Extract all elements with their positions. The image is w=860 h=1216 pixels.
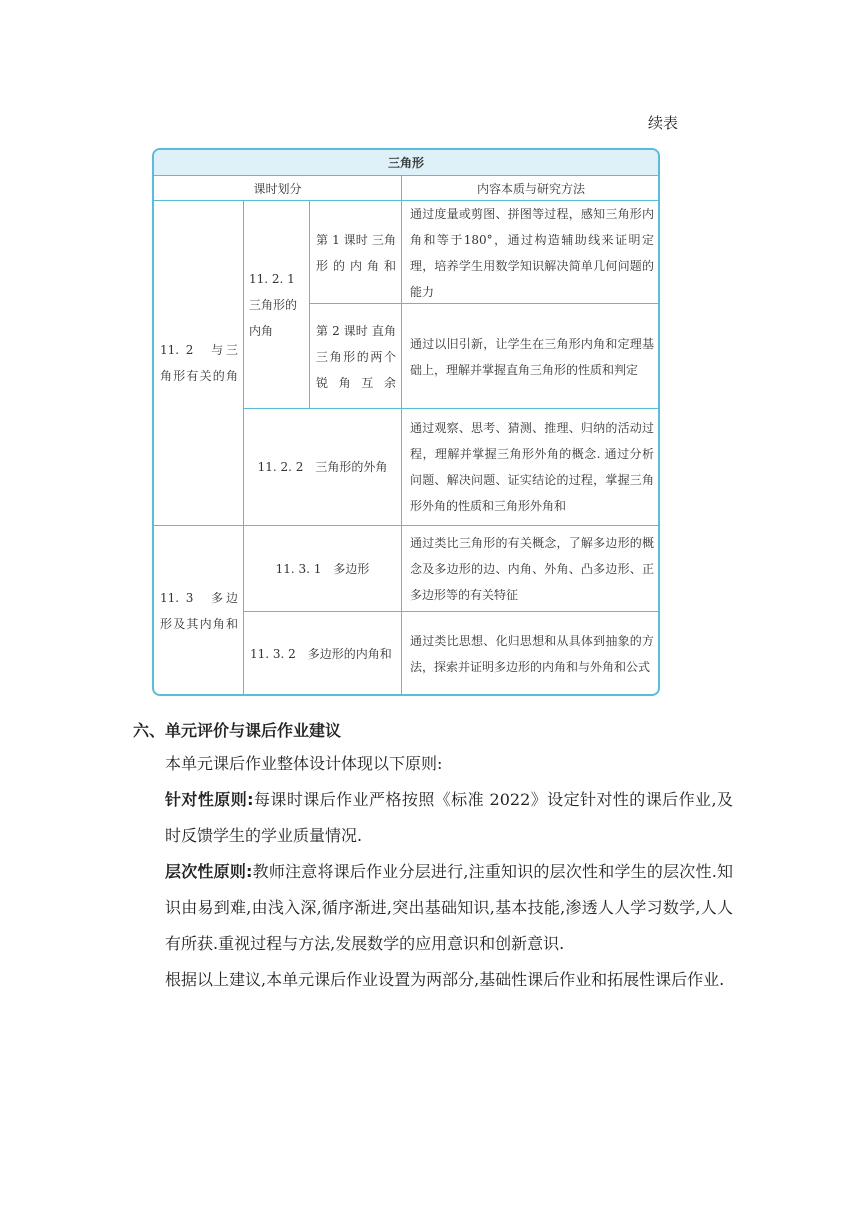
continued-label: 续表 — [648, 114, 679, 132]
section-heading: 六、单元评价与课后作业建议 — [133, 721, 342, 740]
lesson-1-name: 第 1 课时 三角形的内角和 — [316, 232, 396, 273]
lesson-2-content: 通过以旧引新，让学生在三角形内角和定理基础上，理解并掌握直角三角形的性质和判定 — [410, 336, 654, 377]
subsection-11-2-2-name: 11. 2. 2 三角形的外角 — [257, 460, 388, 474]
header-content-method: 内容本质与研究方法 — [476, 181, 585, 196]
intro-paragraph: 本单元课后作业整体设计体现以下原则: — [165, 754, 443, 773]
header-lesson-division: 课时划分 — [253, 181, 302, 196]
subsection-11-3-2-name: 11. 3. 2 多边形的内角和 — [250, 647, 392, 661]
principle-layered-paragraph: 层次性原则:教师注意将课后作业分层进行,注重知识的层次性和学生的层次性.知识由易到难,由浅入深,循序渐进,突出基础知识,基本技能,渗透人人学习数学,人人有所获.重视过程与方法,发展数学的应用意识和创新意识. — [165, 862, 733, 953]
lesson-1-content: 通过度量或剪图、拼图等过程，感知三角形内角和等于180°，通过构造辅助线来证明定理，培养学生用数学知识解决简单几何问题的能力 — [410, 206, 654, 299]
principle-layered-label: 层次性原则: — [165, 862, 253, 881]
principle-targeted-label: 针对性原则: — [165, 790, 254, 809]
course-table — [152, 148, 660, 696]
table-title: 三角形 — [387, 156, 424, 170]
lesson-2-name: 第 2 课时 直角三角形的两个锐角互余 — [316, 323, 396, 390]
subsection-11-2-2-content: 通过观察、思考、猜测、推理、归纳的活动过程，理解并掌握三角形外角的概念. 通过分析问题、解决问题、证实结论的过程，掌握三角形外角的性质和三角形外角和 — [410, 421, 654, 513]
principle-targeted-paragraph: 针对性原则:每课时课后作业严格按照《标准 2022》设定针对性的课后作业,及时反馈学生的学业质量情况. — [165, 790, 733, 845]
subsection-11-2-1-name: 11. 2. 1 三角形的内角 — [249, 272, 298, 338]
subsection-11-3-2-content: 通过类比思想、化归思想和从具体到抽象的方法，探索并证明多边形的内角和与外角和公式 — [410, 634, 654, 674]
section-11-2-name: 11. 2 与三角形有关的角 — [160, 343, 238, 383]
subsection-11-3-1-content: 通过类比三角形的有关概念，了解多边形的概念及多边形的边、内角、外角、凸多边形、正多边形等的有关特征 — [410, 536, 654, 602]
section-11-3-name: 11. 3 多边形及其内角和 — [160, 591, 238, 631]
subsection-11-3-1-name: 11. 3. 1 多边形 — [275, 562, 370, 576]
conclusion-paragraph: 根据以上建议,本单元课后作业设置为两部分,基础性课后作业和拓展性课后作业. — [165, 970, 725, 989]
